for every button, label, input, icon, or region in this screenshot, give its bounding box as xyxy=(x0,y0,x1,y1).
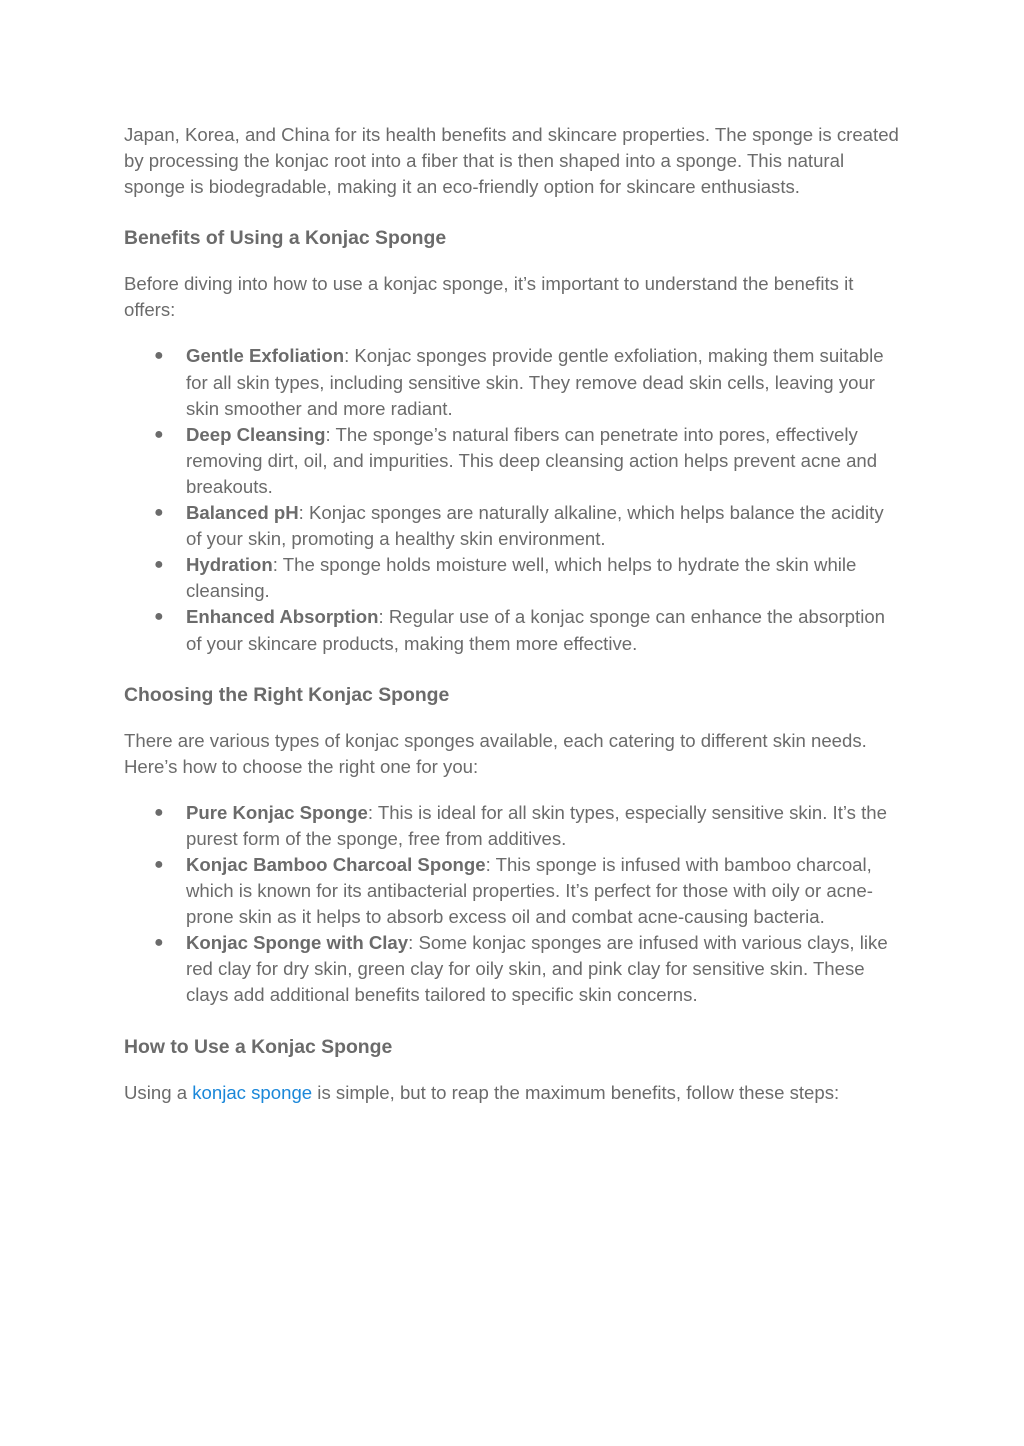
benefits-intro: Before diving into how to use a konjac sponge, it’s important to understand the benefits it offers: xyxy=(124,273,854,321)
list-item-term: Balanced pH xyxy=(186,502,299,524)
list-item-text: : The sponge’s natural fibers can penetrate into pores, effectively removing dirt, oil, and impurities. This deep cleansing action helps prevent acne and breakouts. xyxy=(186,423,878,497)
list-item xyxy=(154,930,904,1008)
list-item-term: Hydration xyxy=(186,554,273,576)
document-page xyxy=(124,122,904,1126)
list-item xyxy=(154,552,904,604)
list-item-term: Konjac Sponge with Clay xyxy=(186,932,409,954)
list-item xyxy=(154,852,904,930)
benefits-list xyxy=(124,343,904,656)
bullet-icon: ● xyxy=(154,934,164,952)
howto-text-after: is simple, but to reap the maximum benefits, follow these steps: xyxy=(312,1081,840,1103)
list-item-term: Gentle Exfoliation xyxy=(186,345,345,367)
howto-heading: How to Use a Konjac Sponge xyxy=(124,1035,393,1058)
choosing-intro: There are various types of konjac sponges available, each catering to different skin needs. Here’s how to choose the right one for you: xyxy=(124,729,867,777)
list-item-term: Enhanced Absorption xyxy=(186,606,379,628)
list-item-text: : This sponge is infused with bamboo charcoal, which is known for its antibacterial properties. It’s perfect for those with oily or acne-prone skin as it helps to absorb excess oil and combat acne-causing bacteria. xyxy=(186,853,873,928)
list-item-text: : Regular use of a konjac sponge can enhance the absorption of your skincare products, making them more effective. xyxy=(186,606,886,654)
list-item-text: : This is ideal for all skin types, especially sensitive skin. It’s the purest form of the sponge, free from additives. xyxy=(186,801,887,849)
konjac-sponge-link[interactable]: konjac sponge xyxy=(192,1081,313,1103)
list-item-text: : Konjac sponges provide gentle exfoliation, making them suitable for all skin types, including sensitive skin. They remove dead skin cells, leaving your skin smoother and more radiant. xyxy=(186,345,884,419)
bullet-icon: ● xyxy=(154,556,164,574)
bullet-icon: ● xyxy=(154,504,164,522)
choosing-heading: Choosing the Right Konjac Sponge xyxy=(124,683,450,706)
list-item-term: Konjac Bamboo Charcoal Sponge xyxy=(186,853,486,875)
howto-text-before: Using a xyxy=(124,1081,193,1103)
list-item xyxy=(154,604,904,656)
bullet-icon: ● xyxy=(154,608,164,626)
howto-paragraph xyxy=(124,1080,904,1106)
bullet-icon: ● xyxy=(154,425,164,443)
list-item-text: : The sponge holds moisture well, which helps to hydrate the skin while cleansing. xyxy=(186,554,857,602)
list-item-term: Pure Konjac Sponge xyxy=(186,801,368,823)
bullet-icon: ● xyxy=(154,855,164,873)
intro-paragraph: Japan, Korea, and China for its health benefits and skincare properties. The sponge is created by processing the konjac root into a fiber that is then shaped into a sponge. This natural sponge is biodegradable, making it an eco-friendly option for skincare enthusiasts. xyxy=(124,124,899,198)
list-item-text: : Konjac sponges are naturally alkaline, which helps balance the acidity of your skin, promoting a healthy skin environment. xyxy=(186,502,884,550)
list-item xyxy=(154,500,904,552)
choosing-list xyxy=(124,800,904,1009)
bullet-icon: ● xyxy=(154,803,164,821)
list-item xyxy=(154,422,904,500)
bullet-icon: ● xyxy=(154,347,164,365)
benefits-heading: Benefits of Using a Konjac Sponge xyxy=(124,227,447,250)
list-item-term: Deep Cleansing xyxy=(186,423,326,445)
list-item xyxy=(154,800,904,852)
list-item xyxy=(154,343,904,421)
list-item-text: : Some konjac sponges are infused with various clays, like red clay for dry skin, green clay for oily skin, and pink clay for sensitive skin. These clays add additional benefits tailored to specific skin concerns. xyxy=(186,932,888,1006)
